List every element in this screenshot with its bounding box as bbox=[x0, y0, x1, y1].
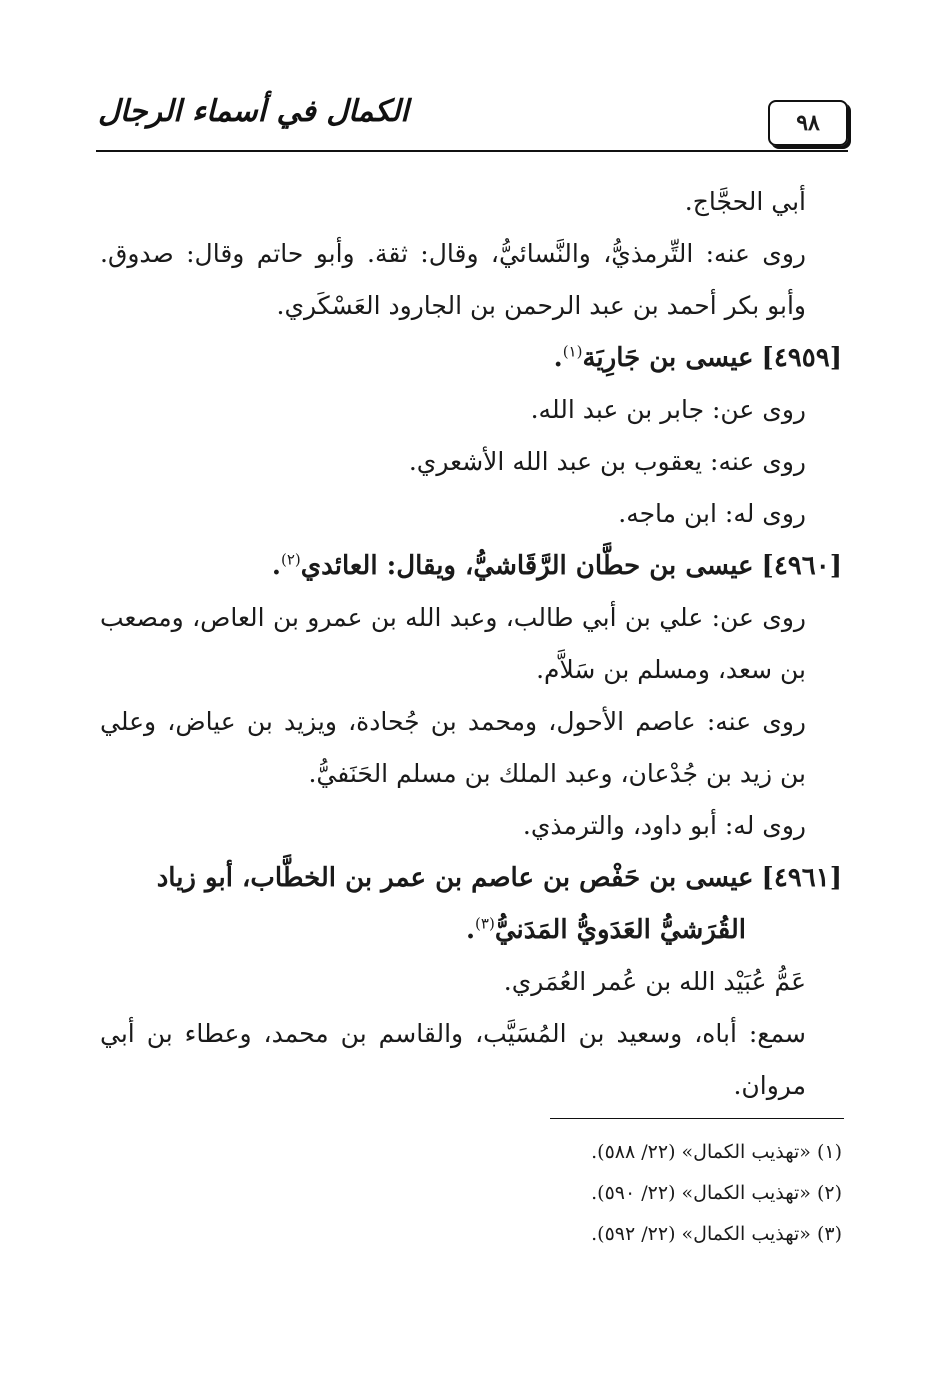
entry-heading-4961 bbox=[100, 852, 842, 904]
footnote-divider bbox=[550, 1118, 844, 1119]
text-paragraph: روى عنه: عاصم الأحول، ومحمد بن جُحادة، ويزيد بن عياض، وعلي بن زيد بن جُدْعان، وعبد الملك بن مسلم الحَنَفيُّ. bbox=[100, 707, 806, 788]
footnote-marker: (٣) bbox=[475, 914, 495, 933]
entry-heading-continuation bbox=[100, 904, 842, 956]
text-line: روى له: أبو داود، والترمذي. bbox=[522, 811, 806, 840]
footnotes bbox=[100, 1132, 842, 1255]
entry-end: . bbox=[553, 343, 563, 373]
text-line: روى عن: جابر بن عبد الله. bbox=[530, 395, 806, 424]
entry-name: عيسى بن حَفْص بن عاصم بن عمر بن الخطَّاب، أبو زياد bbox=[156, 863, 754, 893]
entry-heading-4959 bbox=[100, 332, 842, 384]
text-line: روى له: ابن ماجه. bbox=[618, 499, 806, 528]
entry-name: عيسى بن جَارِيَة bbox=[582, 343, 754, 373]
entry-number: [٤٩٥٩] bbox=[761, 343, 842, 373]
book-title: الكمال في أسماء الرجال bbox=[98, 94, 409, 129]
header-divider bbox=[96, 150, 848, 152]
main-text bbox=[100, 176, 842, 1112]
footnote-marker: (٢) bbox=[280, 550, 301, 569]
text-paragraph: روى عنه: التِّرمذيُّ، والنَّسائيُّ، وقال: ثقة. وأبو حاتم وقال: صدوق. وأبو بكر أحمد بن عبد الرحمن بن الجارود العَسْكَري. bbox=[100, 239, 806, 320]
entry-number: [٤٩٦١] bbox=[761, 863, 842, 893]
entry-end: . bbox=[271, 551, 281, 581]
footnote: (٢) «تهذيب الكمال» (٢٢/ ٥٩٠). bbox=[591, 1182, 842, 1204]
footnote: (٣) «تهذيب الكمال» (٢٢/ ٥٩٢). bbox=[591, 1223, 842, 1245]
entry-heading-4960 bbox=[100, 540, 842, 592]
text-line: أبي الحجَّاج. bbox=[684, 187, 806, 216]
entry-name: عيسى بن حطَّان الرَّقَاشيُّ، ويقال: العائدي bbox=[300, 551, 754, 581]
footnote: (١) «تهذيب الكمال» (٢٢/ ٥٨٨). bbox=[591, 1141, 842, 1163]
entry-name-cont: القُرَشيُّ العَدَويُّ المَدَنيُّ bbox=[494, 915, 746, 945]
text-line: روى عنه: يعقوب بن عبد الله الأشعري. bbox=[408, 447, 806, 476]
text-paragraph: سمع: أباه، وسعيد بن المُسَيَّب، والقاسم بن محمد، وعطاء بن أبي مروان. bbox=[100, 1019, 806, 1100]
entry-end: . bbox=[465, 915, 476, 945]
text-line: عَمُّ عُبَيْد الله بن عُمر العُمَري. bbox=[503, 967, 806, 996]
text-paragraph: روى عن: علي بن أبي طالب، وعبد الله بن عمرو بن العاص، ومصعب بن سعد، ومسلم بن سَلاَّم. bbox=[100, 603, 806, 684]
page-number: ٩٨ bbox=[768, 100, 848, 146]
page-header bbox=[96, 92, 848, 152]
entry-number: [٤٩٦٠] bbox=[761, 551, 842, 581]
footnote-marker: (١) bbox=[562, 342, 583, 361]
